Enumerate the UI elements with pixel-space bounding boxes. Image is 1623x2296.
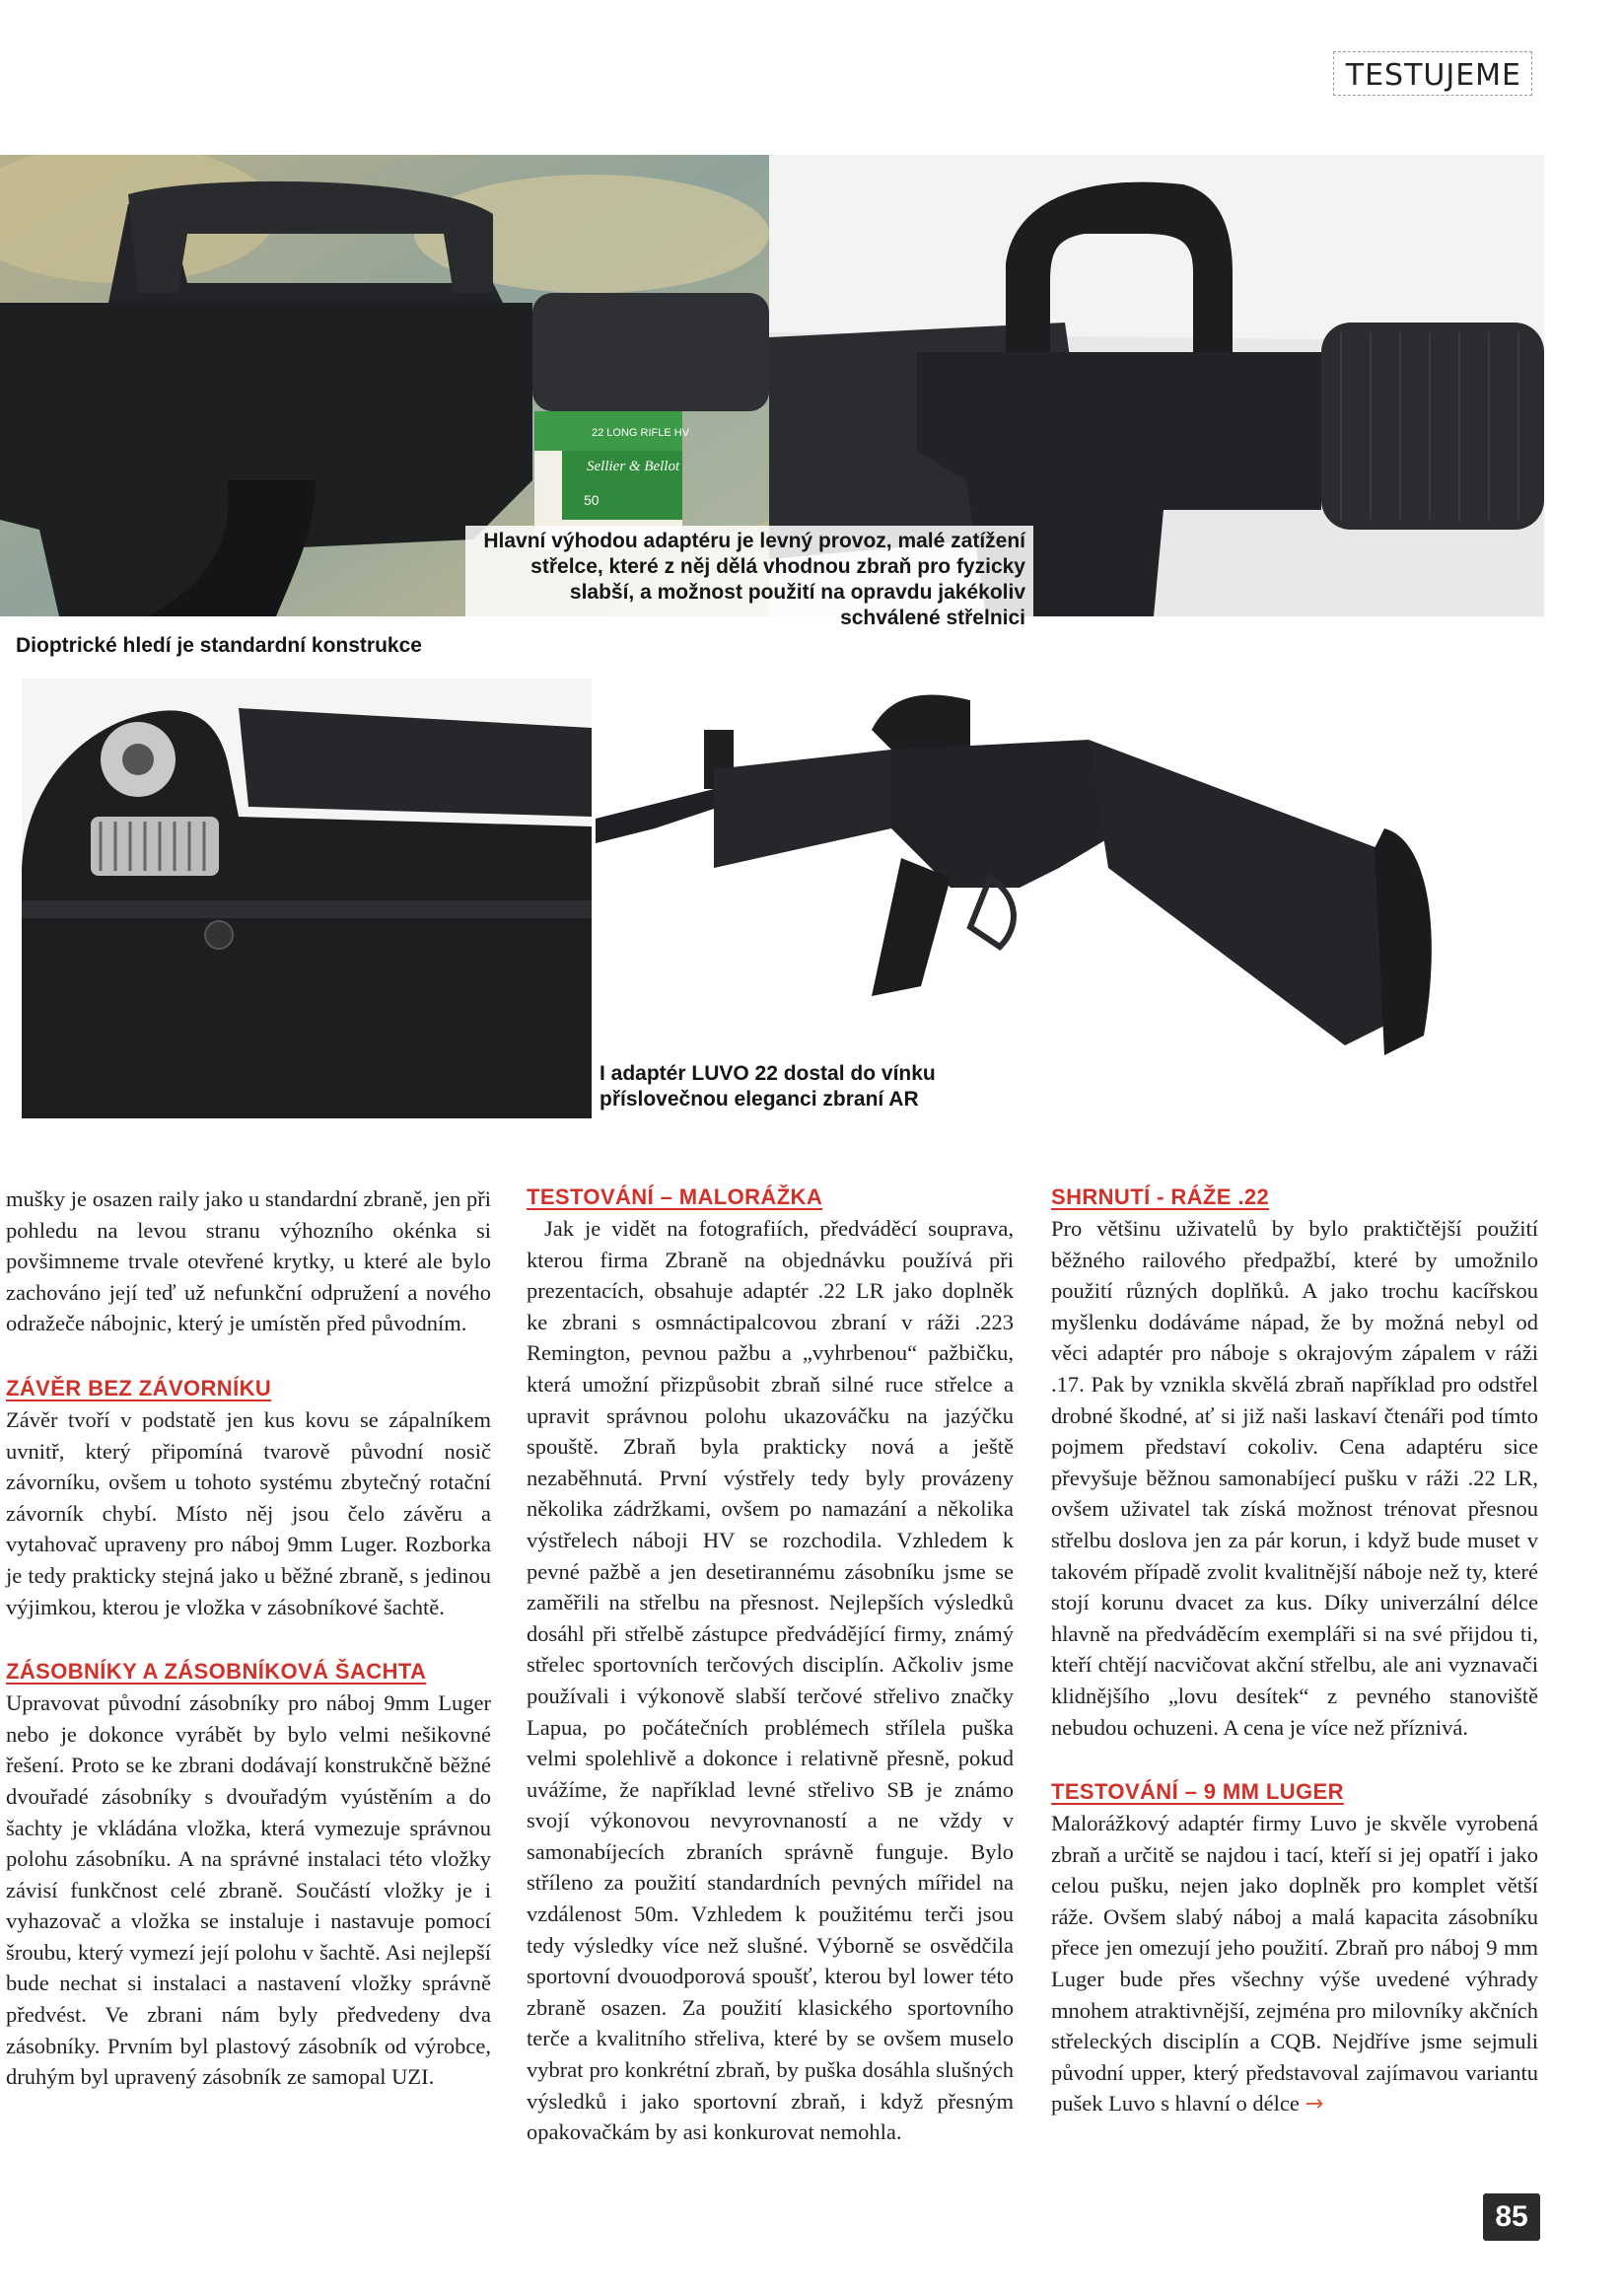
col3-paragraph-2: Malorážkový adaptér firmy Luvo je skvěle vyrobená zbraň a určitě se najdou i tací, kteří si jej opatří i jako celou pušku, nejen jako doplněk pro komplet větší ráže. Ovšem slabý náboj a malá kapacita zásobníku přece jen omezují jeho použití. Zbraň pro náboj 9 mm Luger bude přes všechny výše uvedené výhrady mnohem atraktivnější, zejména pro milovníky akčních střeleckých disciplín a CQB. Nejdříve jsme sejmuli původní upper, který představoval zajímavou variantu pušek Luvo s hlavní o délce (1051, 1811, 1538, 2117)
col1-paragraph-2: Upravovat původní zásobníky pro náboj 9mm Luger nebo je dokonce vyrábět by bylo velmi nešikovné řešení. Proto se ke zbrani dodávají konstrukčně běžné dvouřadé zásobníky s dvouřadým vyústěním a do šachty je vkládána vložka, která vymezuje správnou polohu zásobníku. A na správné instalaci této vložky závisí funkčnost celé zbraně. Součástí vložky je i vyhazovač a vložka se instaluje i nastavuje pomocí šroubu, který vymezí její polohu v šachtě. Asi nejlepší bude nechat si instalaci a nastavení vložky správně předvést. Ve zbrani nám byly předvedeny dva zásobníky. Prvním byl plastový zásobník od výrobce, druhým byl upravený zásobník ze samopal UZI. (6, 1690, 491, 2090)
rifle-photo-3 (22, 679, 592, 1118)
ammo-box-brand: Sellier & Bellot (587, 459, 680, 474)
heading-testovani-malorazka: TESTOVÁNÍ – MALORÁŽKA (527, 1184, 823, 1209)
page-number: 85 (1483, 2193, 1540, 2241)
caption-photo-4: I adaptér LUVO 22 dostal do vínku příslovečnou eleganci zbraní AR (600, 1062, 936, 1111)
photo-full-rifle (596, 671, 1544, 1118)
heading-testovani-9mm: TESTOVÁNÍ – 9 MM LUGER (1051, 1779, 1344, 1805)
ammo-box-count: 50 (584, 492, 600, 508)
continue-arrow-icon: → (1305, 2091, 1324, 2117)
text-column-2 (527, 1184, 1014, 2148)
col2-paragraph-1: Jak je vidět na fotografiích, předváděcí souprava, kterou firma Zbraně na objednávku používá při prezentacích, obsahuje adaptér .22 LR jako doplněk ke zbrani s osmnáctipalcovou zbraní v ráži .223 Remington, pevnou pažbu a „vyhrbenou“ pažbičku, která umožní přizpůsobit zbraň silné ruce střelce a upravit správnou polohu ukazováčku na jazýčku spouště. Zbraň byla prakticky nová a ještě nezaběhnutá. První výstřely tedy byly provázeny několika zádržkami, ovšem po namazání a několika výstřelech náboji HV se rozchodila. Vzhledem k pevné pažbě a jen desetirannému zásobníku jsme se zaměřili na střelbu na přesnost. Nejlepších výsledků dosáhl při střelbě zástupce předvádějící firmy, známý střelec sportovních terčových disciplín. Ačkoliv jsme používali i výkonově slabší terčové střelivo značky Lapua, po počátečních problémech střílela puška velmi spolehlivě a dokonce i relativně přesně, pokud uvážíme, že například levné střelivo SB je známo svojí výkonovou nevyrovnaností a ne vždy v samonabíjecích zbraních správně funguje. Bylo stříleno za použití standardních pevných mířidel na vzdálenost 50m. Vzhledem k použitému terči jsou tedy výsledky více než slušné. Výborně se osvědčila sportovní dvouodporová spoušť, kterou byl lower této zbraně osazen. Za použití klasického sportovního terče a kvalitního střeliva, které by se ovšem muselo vybrat pro konkrétní zbraň, by puška dosáhla slušných výsledků i jako sportovní zbraň, i když přesným opakovačkám by asi konkurovat nemohla. (527, 1216, 1014, 2145)
heading-zasobniky: ZÁSOBNÍKY A ZÁSOBNÍKOVÁ ŠACHTA (6, 1659, 427, 1685)
rifle-photo-4 (596, 671, 1544, 1118)
section-label: TESTUJEME (1333, 51, 1532, 96)
caption-photo-1: Dioptrické hledí je standardní konstrukce (16, 634, 422, 657)
text-column-1 (6, 1184, 491, 2093)
heading-shrnuti-raze-22: SHRNUTÍ - RÁŽE .22 (1051, 1184, 1270, 1209)
caption-photo-2: Hlavní výhodou adaptéru je levný provoz, malé zatížení střelce, které z něj dělá vhodnou zbraň pro fyzicky slabší, a možnost použití na opravdu jakékoliv schválené střelnici (465, 526, 1033, 634)
photo-sight-closeup (22, 679, 592, 1118)
col3-paragraph-1: Pro většinu uživatelů by bylo praktičtější použití běžného railového předpažbí, které by umožnilo použití různých doplňků. A jako trochu kacířskou myšlenku dodáváme nápad, že by možná nebyl od věci adaptér pro náboje s okrajovým zápalem v ráži .17. Pak by vznikla skvělá zbraň například pro odstřel drobné škodné, ať si již naši laskaví čtenáři pod tímto pojmem představí cokoliv. Cena adaptéru sice převyšuje běžnou samonabíjecí pušku v ráži .22 LR, ovšem uživatel tak získá možnost trénovat přesnou střelbu doslova jen za pár korun, i když bude muset v takovém případě zvolit kvalitnější náboje než ty, které stojí korunu dvacet za kus. Díky univerzální délce hlavně na předváděcím exempláři si na své přijdou ti, kteří chtějí nacvičovat akční střelbu, ale ani vyznavači klidnějšího „lovu desítek“ z pevného stanoviště nebudou ochuzeni. A cena je více než příznivá. (1051, 1216, 1538, 1740)
ammo-box-caliber: 22 LONG RIFLE HV (592, 427, 690, 439)
col1-paragraph-1: Závěr tvoří v podstatě jen kus kovu se zápalníkem uvnitř, který připomíná tvarově původní nosič závorníku, ovšem u tohoto systému zbytečný rotační závorník chybí. Místo něj jsou čelo závěru a vytahovač upraveny pro náboj 9mm Luger. Rozborka je tedy prakticky stejná jako u běžné zbraně, s jedinou výjimkou, kterou je vložka v zásobníkové šachtě. (6, 1406, 491, 1619)
col1-intro: mušky je osazen raily jako u standardní zbraně, jen při pohledu na levou stranu výhozního okénka si povšimneme trvale otevřené krytky, u které ale bylo zachováno její teď už nefunkční odpružení a nového odražeče nábojnic, který je umístěn před původním. (6, 1186, 491, 1336)
text-column-3 (1051, 1184, 1538, 2120)
heading-zaver-bez-zavorniku: ZÁVĚR BEZ ZÁVORNÍKU (6, 1375, 272, 1400)
